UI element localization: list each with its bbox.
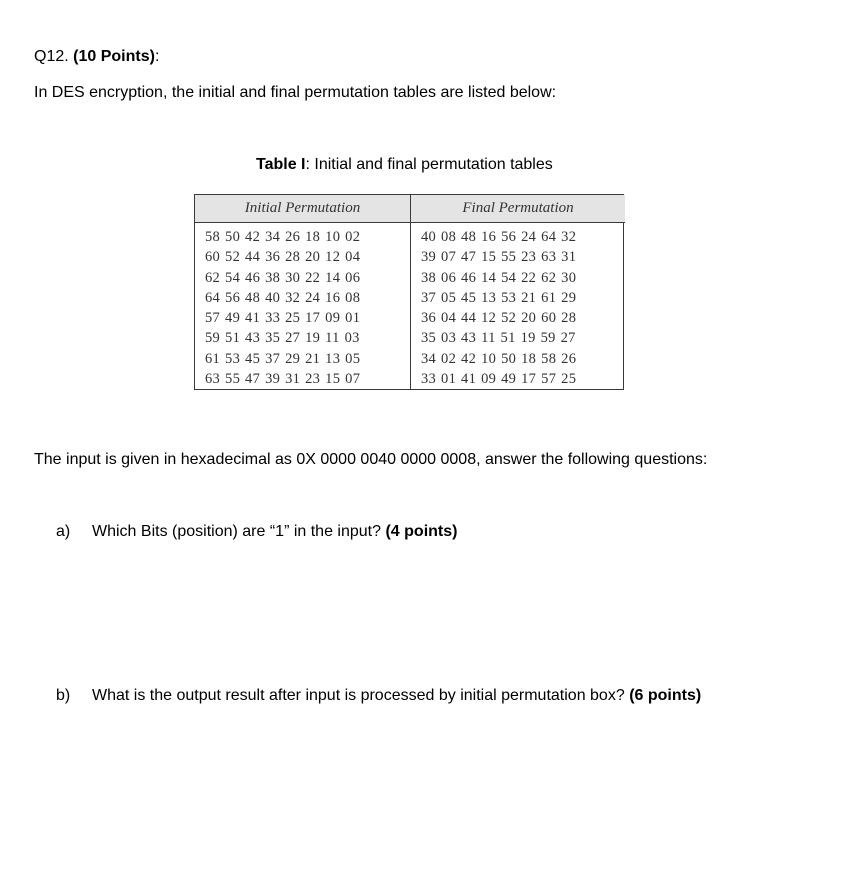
final-row: 35 03 43 11 51 19 59 27 (421, 330, 576, 347)
initial-row: 59 51 43 35 27 19 11 03 (205, 330, 360, 347)
table-caption-label: Table I (256, 156, 306, 173)
question-colon: : (154, 48, 160, 65)
initial-row: 62 54 46 38 30 22 14 06 (205, 269, 361, 286)
question-a-points: (4 points) (385, 523, 458, 540)
initial-permutation-header: Initial Permutation (195, 195, 411, 223)
final-row: 38 06 46 14 54 22 62 30 (421, 269, 577, 286)
question-b (56, 686, 701, 706)
initial-row: 61 53 45 37 29 21 13 05 (205, 350, 361, 367)
question-heading (34, 47, 159, 67)
question-b-text: What is the output result after input is processed by initial permutation box? (92, 687, 625, 704)
initial-row: 58 50 42 34 26 18 10 02 (205, 229, 361, 245)
initial-row: 64 56 48 40 32 24 16 08 (205, 289, 361, 306)
question-points: (10 Points) (73, 48, 155, 65)
permutation-table (194, 194, 624, 390)
table-caption (256, 155, 553, 175)
question-number: Q12. (34, 48, 69, 65)
question-a-text: Which Bits (position) are “1” in the input? (92, 523, 382, 540)
initial-row: 57 49 41 33 25 17 09 01 (205, 310, 361, 327)
final-permutation-header: Final Permutation (411, 195, 625, 223)
initial-row: 60 52 44 36 28 20 12 04 (205, 249, 361, 266)
table-caption-text: : Initial and final permutation tables (305, 156, 553, 173)
question-a-label: a) (56, 523, 71, 540)
input-statement: The input is given in hexadecimal as 0X 0000 0040 0000 0008, answer the following questions: (34, 451, 708, 468)
final-row: 34 02 42 10 50 18 58 26 (421, 350, 577, 367)
final-row: 40 08 48 16 56 24 64 32 (421, 229, 577, 245)
initial-permutation-column (195, 223, 411, 389)
question-a (56, 522, 457, 542)
question-b-points: (6 points) (629, 687, 702, 704)
intro-text: In DES encryption, the initial and final permutation tables are listed below: (34, 84, 557, 101)
final-row: 33 01 41 09 49 17 57 25 (421, 371, 577, 388)
final-row: 36 04 44 12 52 20 60 28 (421, 310, 577, 327)
final-row: 39 07 47 15 55 23 63 31 (421, 249, 577, 266)
initial-row: 63 55 47 39 31 23 15 07 (205, 371, 361, 388)
final-permutation-column (411, 223, 625, 389)
final-row: 37 05 45 13 53 21 61 29 (421, 289, 577, 306)
question-b-label: b) (56, 687, 71, 704)
